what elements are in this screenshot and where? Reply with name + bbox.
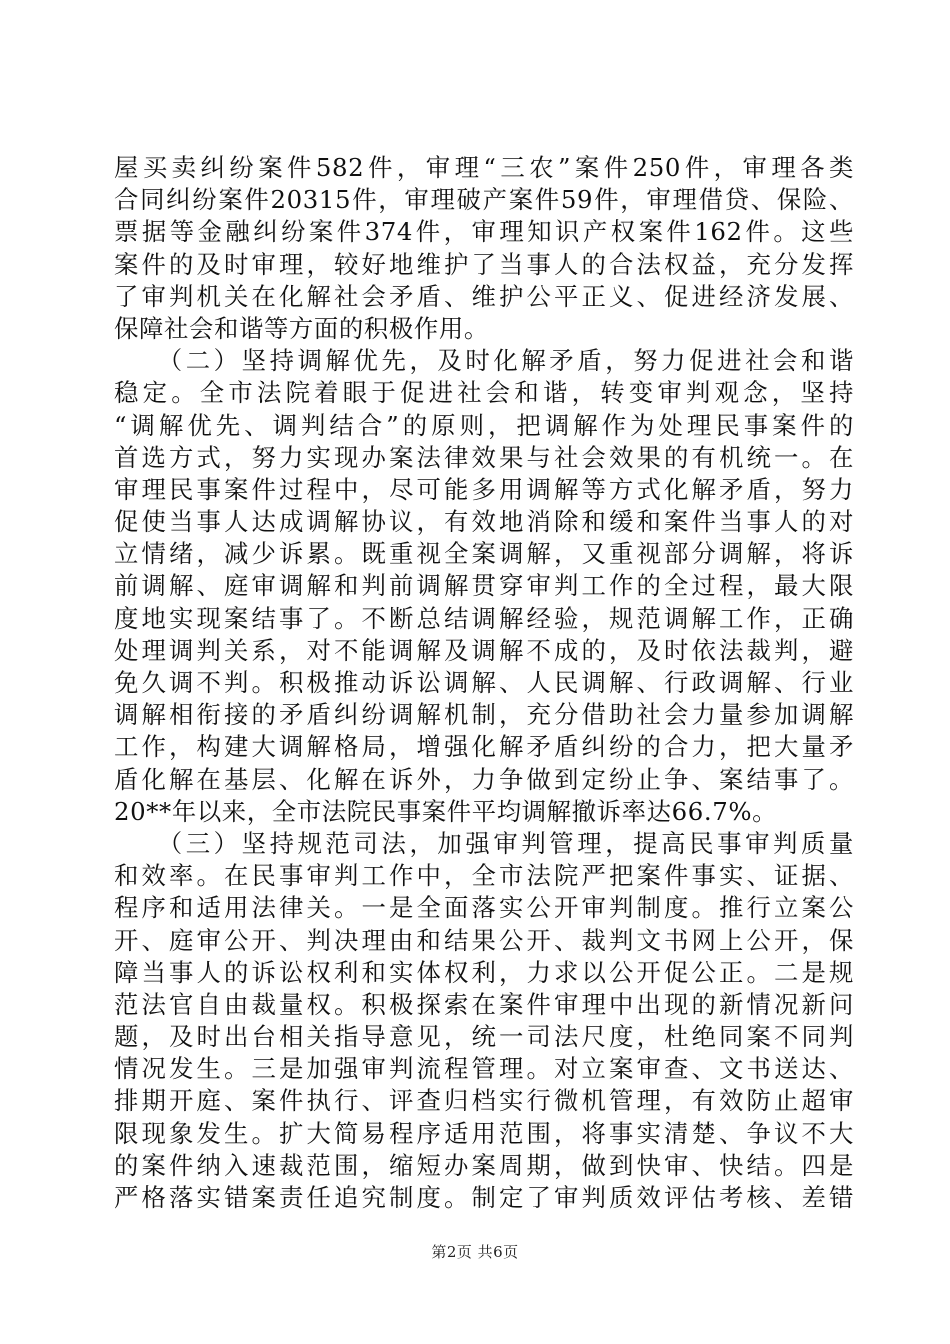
- text-line: 前调解、庭审调解和判前调解贯穿审判工作的全过程，最大限: [114, 571, 854, 601]
- text-line: 案件的及时审理，较好地维护了当事人的合法权益，充分发挥: [114, 249, 854, 279]
- text-line: 程序和适用法律关。一是全面落实公开审判制度。推行立案公: [114, 893, 854, 923]
- text-line: 调解相衔接的矛盾纠纷调解机制，充分借助社会力量参加调解: [114, 700, 854, 730]
- text-line: 20**年以来，全市法院民事案件平均调解撤诉率达66.7%。: [114, 796, 778, 826]
- text-line: 范法官自由裁量权。积极探索在案件审理中出现的新情况新问: [114, 989, 854, 1019]
- text-line: 情况发生。三是加强审判流程管理。对立案审查、文书送达、: [114, 1054, 854, 1084]
- text-line: 促使当事人达成调解协议，有效地消除和缓和案件当事人的对: [114, 507, 854, 537]
- text-line: 立情绪，减少诉累。既重视全案调解，又重视部分调解，将诉: [114, 539, 854, 569]
- text-line: 排期开庭、案件执行、评查归档实行微机管理，有效防止超审: [114, 1086, 854, 1116]
- text-line: 免久调不判。积极推动诉讼调解、人民调解、行政调解、行业: [114, 668, 854, 697]
- text-line: 屋买卖纠纷案件582件，审理“三农”案件250件，审理各类: [114, 153, 854, 182]
- text-line: 度地实现案结事了。不断总结调解经验，规范调解工作，正确: [114, 603, 854, 633]
- text-line: 限现象发生。扩大简易程序适用范围，将事实清楚、争议不大: [114, 1118, 854, 1148]
- text-line: “调解优先、调判结合”的原则，把调解作为处理民事案件的: [114, 410, 854, 440]
- text-line: 和效率。在民事审判工作中，全市法院严把案件事实、证据、: [114, 861, 854, 891]
- text-line: 处理调判关系，对不能调解及调解不成的，及时依法裁判，避: [114, 635, 854, 665]
- text-line: 票据等金融纠纷案件374件，审理知识产权案件162件。这些: [114, 217, 854, 247]
- text-line: 盾化解在基层、化解在诉外，力争做到定纷止争、案结事了。: [114, 764, 854, 794]
- document-body: [114, 152, 854, 1214]
- text-line: 审理民事案件过程中，尽可能多用调解等方式化解矛盾，努力: [114, 474, 854, 504]
- text-line: 稳定。全市法院着眼于促进社会和谐，转变审判观念，坚持: [114, 378, 854, 408]
- text-line: 合同纠纷案件20315件，审理破产案件59件，审理借贷、保险、: [114, 185, 854, 215]
- text-line: 严格落实错案责任追究制度。制定了审判质效评估考核、差错: [114, 1183, 854, 1212]
- text-line: 障当事人的诉讼权利和实体权利，力求以公开促公正。二是规: [114, 957, 854, 987]
- text-line: 题，及时出台相关指导意见，统一司法尺度，杜绝同案不同判: [114, 1022, 854, 1052]
- page-number-footer: 第2页 共6页: [431, 1243, 519, 1261]
- text-line: 了审判机关在化解社会矛盾、维护公平正义、促进经济发展、: [114, 281, 854, 311]
- text-line: 工作，构建大调解格局，增强化解矛盾纠纷的合力，把大量矛: [114, 732, 854, 762]
- text-line: （二）坚持调解优先，及时化解矛盾，努力促进社会和谐: [114, 346, 854, 376]
- text-line: （三）坚持规范司法，加强审判管理，提高民事审判质量: [114, 828, 854, 858]
- text-line: 保障社会和谐等方面的积极作用。: [114, 313, 489, 343]
- text-line: 首选方式，努力实现办案法律效果与社会效果的有机统一。在: [114, 442, 854, 472]
- text-line: 开、庭审公开、判决理由和结果公开、裁判文书网上公开，保: [114, 925, 854, 955]
- text-line: 的案件纳入速裁范围，缩短办案周期，做到快审、快结。四是: [114, 1150, 854, 1180]
